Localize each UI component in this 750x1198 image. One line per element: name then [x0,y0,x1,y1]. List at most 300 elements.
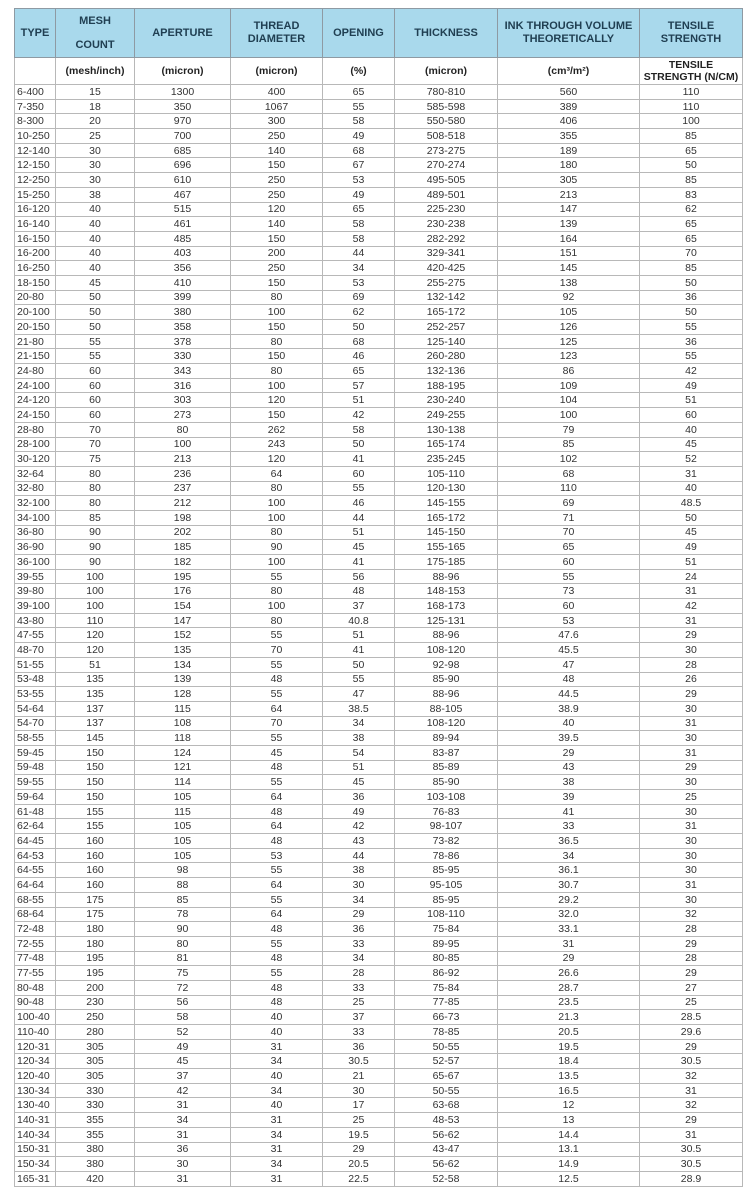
cell-tensile: 32 [640,907,743,922]
column-header-line: OPENING [333,26,384,39]
cell-ink: 69 [498,496,640,511]
cell-mesh: 160 [56,848,135,863]
table-row [15,569,743,584]
cell-ink: 21.3 [498,1010,640,1025]
cell-thread: 34 [231,1127,323,1142]
table-row [15,848,743,863]
cell-type: 30-120 [15,452,56,467]
cell-mesh: 330 [56,1098,135,1113]
column-header-line: THEORETICALLY [522,33,615,45]
table-row [15,275,743,290]
cell-type: 62-64 [15,819,56,834]
column-header-line: TYPE [20,26,50,39]
cell-tensile: 32 [640,1069,743,1084]
cell-mesh: 70 [56,437,135,452]
unit-cell-mesh: (mesh/inch) [56,58,135,85]
cell-thickness: 780-810 [395,85,498,100]
cell-ink: 19.5 [498,1039,640,1054]
cell-aperture: 30 [135,1157,231,1172]
cell-aperture: 105 [135,819,231,834]
table-row [15,1142,743,1157]
cell-mesh: 250 [56,1010,135,1025]
cell-opening: 41 [323,555,395,570]
cell-aperture: 81 [135,951,231,966]
cell-thickness: 270-274 [395,158,498,173]
cell-opening: 53 [323,275,395,290]
cell-aperture: 108 [135,716,231,731]
cell-ink: 145 [498,261,640,276]
cell-tensile: 62 [640,202,743,217]
cell-tensile: 51 [640,393,743,408]
cell-thread: 70 [231,643,323,658]
cell-type: 59-55 [15,775,56,790]
cell-tensile: 49 [640,378,743,393]
cell-tensile: 42 [640,364,743,379]
table-body [15,85,743,1187]
cell-mesh: 38 [56,187,135,202]
cell-thread: 80 [231,334,323,349]
table-row [15,173,743,188]
cell-opening: 30 [323,878,395,893]
cell-ink: 33.1 [498,922,640,937]
table-row [15,628,743,643]
cell-mesh: 305 [56,1069,135,1084]
cell-thickness: 78-85 [395,1025,498,1040]
cell-thickness: 155-165 [395,540,498,555]
cell-opening: 36 [323,1039,395,1054]
table-row [15,1157,743,1172]
table-row [15,290,743,305]
cell-ink: 47.6 [498,628,640,643]
column-header-thread [231,9,323,58]
cell-thickness: 108-120 [395,643,498,658]
table-row [15,819,743,834]
cell-mesh: 380 [56,1157,135,1172]
cell-mesh: 40 [56,217,135,232]
cell-tensile: 30 [640,834,743,849]
cell-thickness: 273-275 [395,143,498,158]
cell-ink: 40 [498,716,640,731]
cell-tensile: 100 [640,114,743,129]
cell-ink: 43 [498,760,640,775]
cell-thread: 55 [231,628,323,643]
cell-tensile: 36 [640,290,743,305]
cell-aperture: 696 [135,158,231,173]
cell-opening: 37 [323,1010,395,1025]
cell-opening: 54 [323,745,395,760]
cell-thread: 250 [231,173,323,188]
cell-thickness: 125-131 [395,613,498,628]
table-row [15,525,743,540]
cell-thickness: 85-90 [395,672,498,687]
cell-ink: 305 [498,173,640,188]
cell-thickness: 75-84 [395,922,498,937]
cell-type: 64-55 [15,863,56,878]
table-row [15,834,743,849]
cell-tensile: 29.6 [640,1025,743,1040]
cell-tensile: 60 [640,408,743,423]
column-header-ink [498,9,640,58]
column-header-line: THICKNESS [414,26,478,39]
cell-thickness: 50-55 [395,1083,498,1098]
cell-thread: 250 [231,261,323,276]
cell-mesh: 40 [56,261,135,276]
cell-thickness: 80-85 [395,951,498,966]
cell-ink: 29 [498,745,640,760]
cell-aperture: 399 [135,290,231,305]
cell-mesh: 135 [56,672,135,687]
table-row [15,1113,743,1128]
cell-thread: 55 [231,936,323,951]
cell-ink: 44.5 [498,687,640,702]
cell-opening: 46 [323,349,395,364]
cell-tensile: 50 [640,305,743,320]
table-row [15,114,743,129]
cell-type: 15-250 [15,187,56,202]
cell-thread: 250 [231,187,323,202]
cell-thread: 120 [231,393,323,408]
cell-tensile: 28 [640,657,743,672]
cell-thread: 250 [231,129,323,144]
cell-aperture: 134 [135,657,231,672]
cell-thread: 34 [231,1054,323,1069]
cell-aperture: 273 [135,408,231,423]
cell-type: 150-31 [15,1142,56,1157]
cell-mesh: 100 [56,569,135,584]
column-header-line: DIAMETER [247,33,306,45]
cell-thickness: 550-580 [395,114,498,129]
cell-ink: 126 [498,320,640,335]
cell-type: 24-150 [15,408,56,423]
cell-thread: 48 [231,760,323,775]
cell-thickness: 225-230 [395,202,498,217]
cell-aperture: 350 [135,99,231,114]
cell-thread: 64 [231,907,323,922]
cell-type: 12-250 [15,173,56,188]
cell-thread: 48 [231,672,323,687]
cell-type: 39-55 [15,569,56,584]
cell-opening: 19.5 [323,1127,395,1142]
cell-thread: 80 [231,613,323,628]
cell-thread: 80 [231,364,323,379]
cell-type: 28-100 [15,437,56,452]
cell-mesh: 305 [56,1054,135,1069]
table-row [15,643,743,658]
cell-tensile: 30.5 [640,1054,743,1069]
cell-aperture: 176 [135,584,231,599]
cell-ink: 73 [498,584,640,599]
cell-mesh: 90 [56,555,135,570]
cell-ink: 33 [498,819,640,834]
cell-tensile: 49 [640,540,743,555]
cell-thread: 64 [231,466,323,481]
cell-thickness: 89-95 [395,936,498,951]
cell-thread: 400 [231,85,323,100]
cell-thickness: 508-518 [395,129,498,144]
table-row [15,202,743,217]
cell-thread: 100 [231,378,323,393]
cell-type: 64-64 [15,878,56,893]
cell-ink: 14.9 [498,1157,640,1172]
cell-type: 28-80 [15,422,56,437]
cell-type: 64-45 [15,834,56,849]
cell-aperture: 115 [135,701,231,716]
cell-aperture: 147 [135,613,231,628]
cell-thickness: 43-47 [395,1142,498,1157]
cell-ink: 213 [498,187,640,202]
cell-mesh: 50 [56,320,135,335]
cell-aperture: 410 [135,275,231,290]
cell-thickness: 86-92 [395,966,498,981]
cell-type: 120-31 [15,1039,56,1054]
cell-aperture: 72 [135,980,231,995]
cell-thickness: 95-105 [395,878,498,893]
cell-aperture: 37 [135,1069,231,1084]
cell-ink: 406 [498,114,640,129]
cell-thread: 140 [231,217,323,232]
cell-mesh: 280 [56,1025,135,1040]
cell-thread: 31 [231,1113,323,1128]
cell-thickness: 65-67 [395,1069,498,1084]
cell-type: 59-64 [15,790,56,805]
cell-ink: 55 [498,569,640,584]
cell-tensile: 29 [640,687,743,702]
cell-type: 130-34 [15,1083,56,1098]
table-row [15,349,743,364]
cell-aperture: 515 [135,202,231,217]
cell-opening: 33 [323,936,395,951]
cell-thread: 80 [231,290,323,305]
cell-ink: 20.5 [498,1025,640,1040]
cell-opening: 33 [323,980,395,995]
cell-opening: 30.5 [323,1054,395,1069]
cell-mesh: 80 [56,466,135,481]
table-row [15,1054,743,1069]
cell-opening: 65 [323,364,395,379]
cell-type: 24-80 [15,364,56,379]
cell-tensile: 55 [640,320,743,335]
cell-opening: 53 [323,173,395,188]
cell-opening: 49 [323,804,395,819]
cell-ink: 125 [498,334,640,349]
cell-type: 24-100 [15,378,56,393]
cell-opening: 62 [323,305,395,320]
cell-opening: 58 [323,217,395,232]
cell-ink: 71 [498,510,640,525]
cell-thickness: 132-142 [395,290,498,305]
cell-mesh: 100 [56,584,135,599]
cell-aperture: 152 [135,628,231,643]
cell-type: 7-350 [15,99,56,114]
cell-opening: 33 [323,1025,395,1040]
table-row [15,143,743,158]
cell-tensile: 30 [640,892,743,907]
cell-tensile: 31 [640,466,743,481]
cell-aperture: 128 [135,687,231,702]
cell-thread: 40 [231,1098,323,1113]
column-header-line: MESH [79,14,111,27]
cell-mesh: 75 [56,452,135,467]
cell-aperture: 237 [135,481,231,496]
cell-opening: 44 [323,510,395,525]
cell-mesh: 150 [56,760,135,775]
cell-mesh: 80 [56,496,135,511]
cell-ink: 92 [498,290,640,305]
column-header-opening [323,9,395,58]
cell-type: 16-200 [15,246,56,261]
column-header-mesh [56,9,135,58]
unit-cell-opening: (%) [323,58,395,85]
cell-tensile: 50 [640,510,743,525]
cell-thickness: 66-73 [395,1010,498,1025]
cell-thread: 31 [231,1142,323,1157]
cell-aperture: 378 [135,334,231,349]
table-row [15,657,743,672]
cell-opening: 50 [323,437,395,452]
cell-ink: 32.0 [498,907,640,922]
cell-thickness: 585-598 [395,99,498,114]
cell-aperture: 485 [135,231,231,246]
table-row [15,510,743,525]
cell-type: 80-48 [15,980,56,995]
cell-thread: 150 [231,349,323,364]
cell-thickness: 168-173 [395,599,498,614]
cell-mesh: 50 [56,290,135,305]
cell-opening: 25 [323,1113,395,1128]
cell-thread: 55 [231,687,323,702]
cell-aperture: 212 [135,496,231,511]
cell-type: 32-64 [15,466,56,481]
cell-ink: 41 [498,804,640,819]
cell-mesh: 40 [56,202,135,217]
cell-type: 8-300 [15,114,56,129]
cell-thread: 120 [231,202,323,217]
cell-opening: 22.5 [323,1171,395,1186]
cell-opening: 55 [323,672,395,687]
cell-opening: 29 [323,1142,395,1157]
cell-type: 21-150 [15,349,56,364]
cell-aperture: 124 [135,745,231,760]
cell-thickness: 88-96 [395,628,498,643]
cell-mesh: 70 [56,422,135,437]
cell-ink: 31 [498,936,640,951]
cell-thread: 80 [231,481,323,496]
cell-thread: 200 [231,246,323,261]
cell-tensile: 28 [640,951,743,966]
cell-type: 100-40 [15,1010,56,1025]
cell-type: 48-70 [15,643,56,658]
cell-type: 47-55 [15,628,56,643]
cell-thread: 100 [231,496,323,511]
cell-thread: 40 [231,1010,323,1025]
cell-tensile: 48.5 [640,496,743,511]
table-header [15,9,743,85]
cell-type: 165-31 [15,1171,56,1186]
cell-thread: 64 [231,878,323,893]
cell-aperture: 31 [135,1171,231,1186]
cell-tensile: 31 [640,613,743,628]
unit-cell-thickness: (micron) [395,58,498,85]
cell-aperture: 303 [135,393,231,408]
cell-thickness: 188-195 [395,378,498,393]
cell-opening: 58 [323,231,395,246]
cell-aperture: 343 [135,364,231,379]
cell-thickness: 145-155 [395,496,498,511]
cell-aperture: 56 [135,995,231,1010]
cell-type: 150-34 [15,1157,56,1172]
cell-aperture: 98 [135,863,231,878]
cell-thread: 90 [231,540,323,555]
cell-type: 110-40 [15,1025,56,1040]
cell-mesh: 60 [56,378,135,393]
cell-aperture: 118 [135,731,231,746]
cell-mesh: 55 [56,349,135,364]
cell-ink: 12.5 [498,1171,640,1186]
cell-thickness: 98-107 [395,819,498,834]
cell-ink: 14.4 [498,1127,640,1142]
cell-thickness: 50-55 [395,1039,498,1054]
cell-type: 90-48 [15,995,56,1010]
cell-thread: 150 [231,408,323,423]
cell-thickness: 89-94 [395,731,498,746]
cell-ink: 123 [498,349,640,364]
table-row [15,584,743,599]
cell-tensile: 85 [640,261,743,276]
cell-tensile: 30 [640,731,743,746]
table-row [15,1098,743,1113]
cell-type: 77-48 [15,951,56,966]
cell-ink: 180 [498,158,640,173]
cell-thread: 55 [231,657,323,672]
cell-opening: 60 [323,466,395,481]
cell-opening: 51 [323,393,395,408]
cell-tensile: 29 [640,936,743,951]
cell-thickness: 56-62 [395,1157,498,1172]
column-header-line: STRENGTH [660,33,722,45]
cell-tensile: 40 [640,422,743,437]
cell-thread: 55 [231,569,323,584]
cell-thread: 80 [231,584,323,599]
mesh-spec-table [14,8,743,1187]
cell-ink: 38.9 [498,701,640,716]
table-row [15,1039,743,1054]
cell-aperture: 115 [135,804,231,819]
cell-opening: 30 [323,1083,395,1098]
cell-type: 51-55 [15,657,56,672]
cell-aperture: 358 [135,320,231,335]
cell-aperture: 49 [135,1039,231,1054]
table-row [15,760,743,775]
cell-opening: 21 [323,1069,395,1084]
cell-type: 39-80 [15,584,56,599]
cell-thickness: 329-341 [395,246,498,261]
cell-thread: 150 [231,231,323,246]
cell-tensile: 29 [640,966,743,981]
cell-tensile: 55 [640,349,743,364]
table-row [15,1025,743,1040]
cell-thread: 48 [231,995,323,1010]
cell-opening: 58 [323,114,395,129]
cell-thread: 100 [231,555,323,570]
cell-thread: 53 [231,848,323,863]
cell-tensile: 40 [640,481,743,496]
cell-mesh: 195 [56,966,135,981]
cell-opening: 40.8 [323,613,395,628]
cell-opening: 49 [323,187,395,202]
cell-tensile: 25 [640,790,743,805]
cell-type: 16-250 [15,261,56,276]
cell-type: 72-48 [15,922,56,937]
